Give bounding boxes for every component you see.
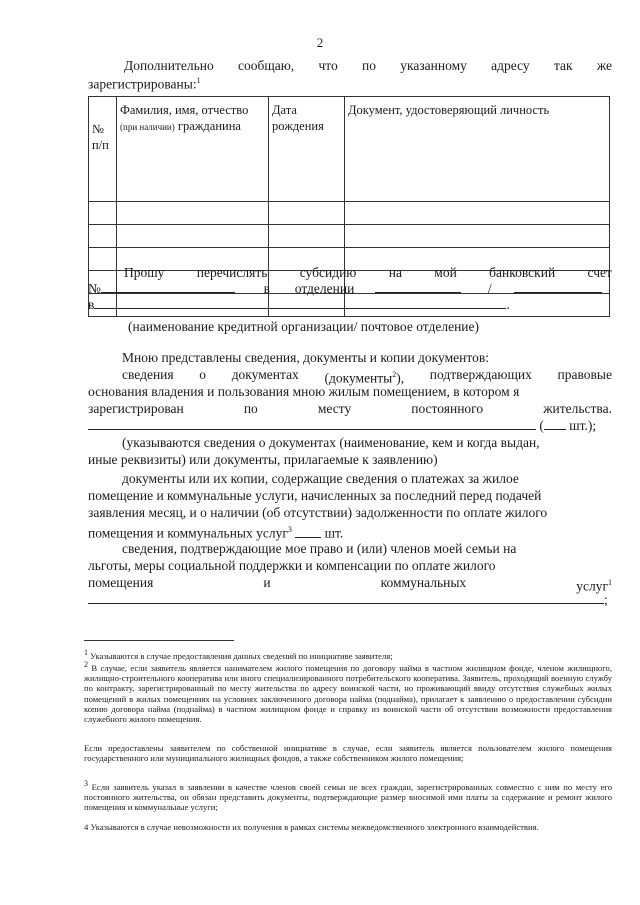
doc-item-1-line-2: основания владения и пользования мною жилым помещением, в котором я [88, 384, 520, 399]
header-date-of-birth: Дата рождения [269, 97, 345, 202]
doc-item-3-line-3: помещения и коммунальных услуг$^1$ [88, 575, 612, 594]
table-cell[interactable] [269, 202, 345, 225]
branch-subnumber-field[interactable] [514, 280, 602, 293]
header-identity-document: Документ, удостоверяющий личность [345, 97, 610, 202]
bank-name-note: (наименование кредитной организации/ почтовое отделение) [128, 319, 480, 334]
intro-word: что [318, 58, 338, 73]
footnote-ref: 1 [608, 578, 612, 587]
benefits-documents-field[interactable] [88, 591, 604, 604]
doc-item-1-line-3: зарегистрирован по месту постоянного жительства. [88, 401, 612, 416]
footnote-3: $^3$ Если заявитель указал в заявлении в качестве членов своей семьи не всех граждан, зарегистрированных совместно с ним по месту его постоянного жительства, он обязан представить документы, подтверждающие размер вносимой ими платы за содержание и ремонт жилого помещения и коммунальные услуги; [84, 779, 612, 813]
footnote-1: $^1$ Указываются в случае предоставления данных сведений по инициативе заявителя; [84, 648, 393, 661]
branch-number-field[interactable] [375, 280, 461, 293]
documents-intro: Мною представлены сведения, документы и копии документов: [122, 350, 489, 365]
footnote-2-continued: Если предоставлены заявителем по собственной инициативе в случае, если заявитель является пользователем жилого помещения государственного или муниципального жилищных фондов, а также собственником жилого помещения; [84, 743, 612, 764]
doc-item-2-line-2: помещение и коммунальные услуги, начисленных за последний перед подачей [88, 488, 542, 503]
subsidy-line-3: в . [88, 297, 510, 312]
intro-word: сообщаю, [237, 58, 295, 73]
intro-word: Дополнительно [124, 58, 214, 73]
ownership-documents-count[interactable] [544, 417, 566, 430]
header-number: № п/п [89, 97, 117, 202]
table-cell[interactable] [345, 225, 610, 248]
table-cell[interactable] [269, 225, 345, 248]
intro-word: же [596, 58, 612, 73]
footnote-ref: 2 [392, 370, 397, 379]
doc-item-2-line-3: заявления месяц, и о наличии (об отсутствии) задолженности по оплате жилого [88, 505, 548, 520]
doc-item-3-line-4: ; [88, 591, 608, 608]
table-cell[interactable] [117, 225, 269, 248]
ownership-documents-field[interactable] [88, 417, 536, 430]
table-cell[interactable] [117, 202, 269, 225]
page-number: 2 [316, 35, 324, 50]
payments-documents-count[interactable] [295, 525, 321, 538]
table-cell[interactable] [89, 202, 117, 225]
intro-word: указанному [400, 58, 467, 73]
subsidy-line-1: Прошу перечислять субсидию на мой банковский счет [124, 265, 612, 280]
intro-word: адресу [491, 58, 530, 73]
footnote-4: 4 Указываются в случае невозможности их получения в рамках системы межведомственного электронного взаимодействия. [84, 822, 539, 832]
table-header-row [89, 97, 610, 202]
subsidy-line-2: № в отделении / [88, 280, 612, 297]
account-number-field[interactable] [101, 280, 235, 293]
doc-item-1-note-2: иные реквизиты) или документы, прилагаемые к заявлению) [88, 452, 438, 467]
footnote-ref: 3 [287, 525, 292, 534]
footnote-separator [84, 640, 234, 641]
doc-item-1-note-1: (указываются сведения о документах (наименование, кем и когда выдан, [122, 435, 540, 450]
intro-line-2: зарегистрированы:$^1$ [88, 76, 201, 92]
doc-item-2-line-4: помещения и коммунальных услуг$^3$ шт. [88, 525, 344, 541]
footnote-ref: 1 [196, 76, 201, 85]
doc-item-3-line-2: льготы, меры социальной поддержки и компенсации по оплате жилого [88, 558, 496, 573]
table-row [89, 202, 610, 225]
intro-word: так [553, 58, 573, 73]
header-full-name: Фамилия, имя, отчество (при наличии) гражданина [117, 97, 269, 202]
doc-item-1-line-4: ( шт.); [88, 417, 596, 434]
intro-word: по [361, 58, 376, 73]
table-cell[interactable] [89, 248, 117, 271]
doc-item-1-line-1: сведения о документах (документы$^2$), подтверждающих правовые [122, 367, 612, 386]
footnote-2: $^2$ В случае, если заявитель является нанимателем жилого помещения по договору найма в частном жилищном фонде, членом жилищного, жилищно-строительного кооператива или иного специализированного потребительского кооператива. Заявитель, проходящий военную службу по контракту, зарегистрированный по месту жительства по адресу воинской части, но проживающий ввиду отсутствия служебных жилых помещений в жилых помещениях на условиях заключенного договора найма (поднайма), прилагает к заявлению о предоставлении субсидии копию договора найма (поднайма) в частном жилищном фонде и справку из воинской части об отсутствии возможности предоставления служебного жилого помещения. [84, 660, 612, 725]
table-cell[interactable] [89, 225, 117, 248]
table-cell[interactable] [345, 202, 610, 225]
doc-item-3-line-1: сведения, подтверждающие мое право и (или) членов моей семьи на [122, 541, 517, 556]
table-row [89, 225, 610, 248]
bank-name-field[interactable] [94, 296, 506, 309]
doc-item-2-line-1: документы или их копии, содержащие сведения о платежах за жилое [122, 471, 519, 486]
